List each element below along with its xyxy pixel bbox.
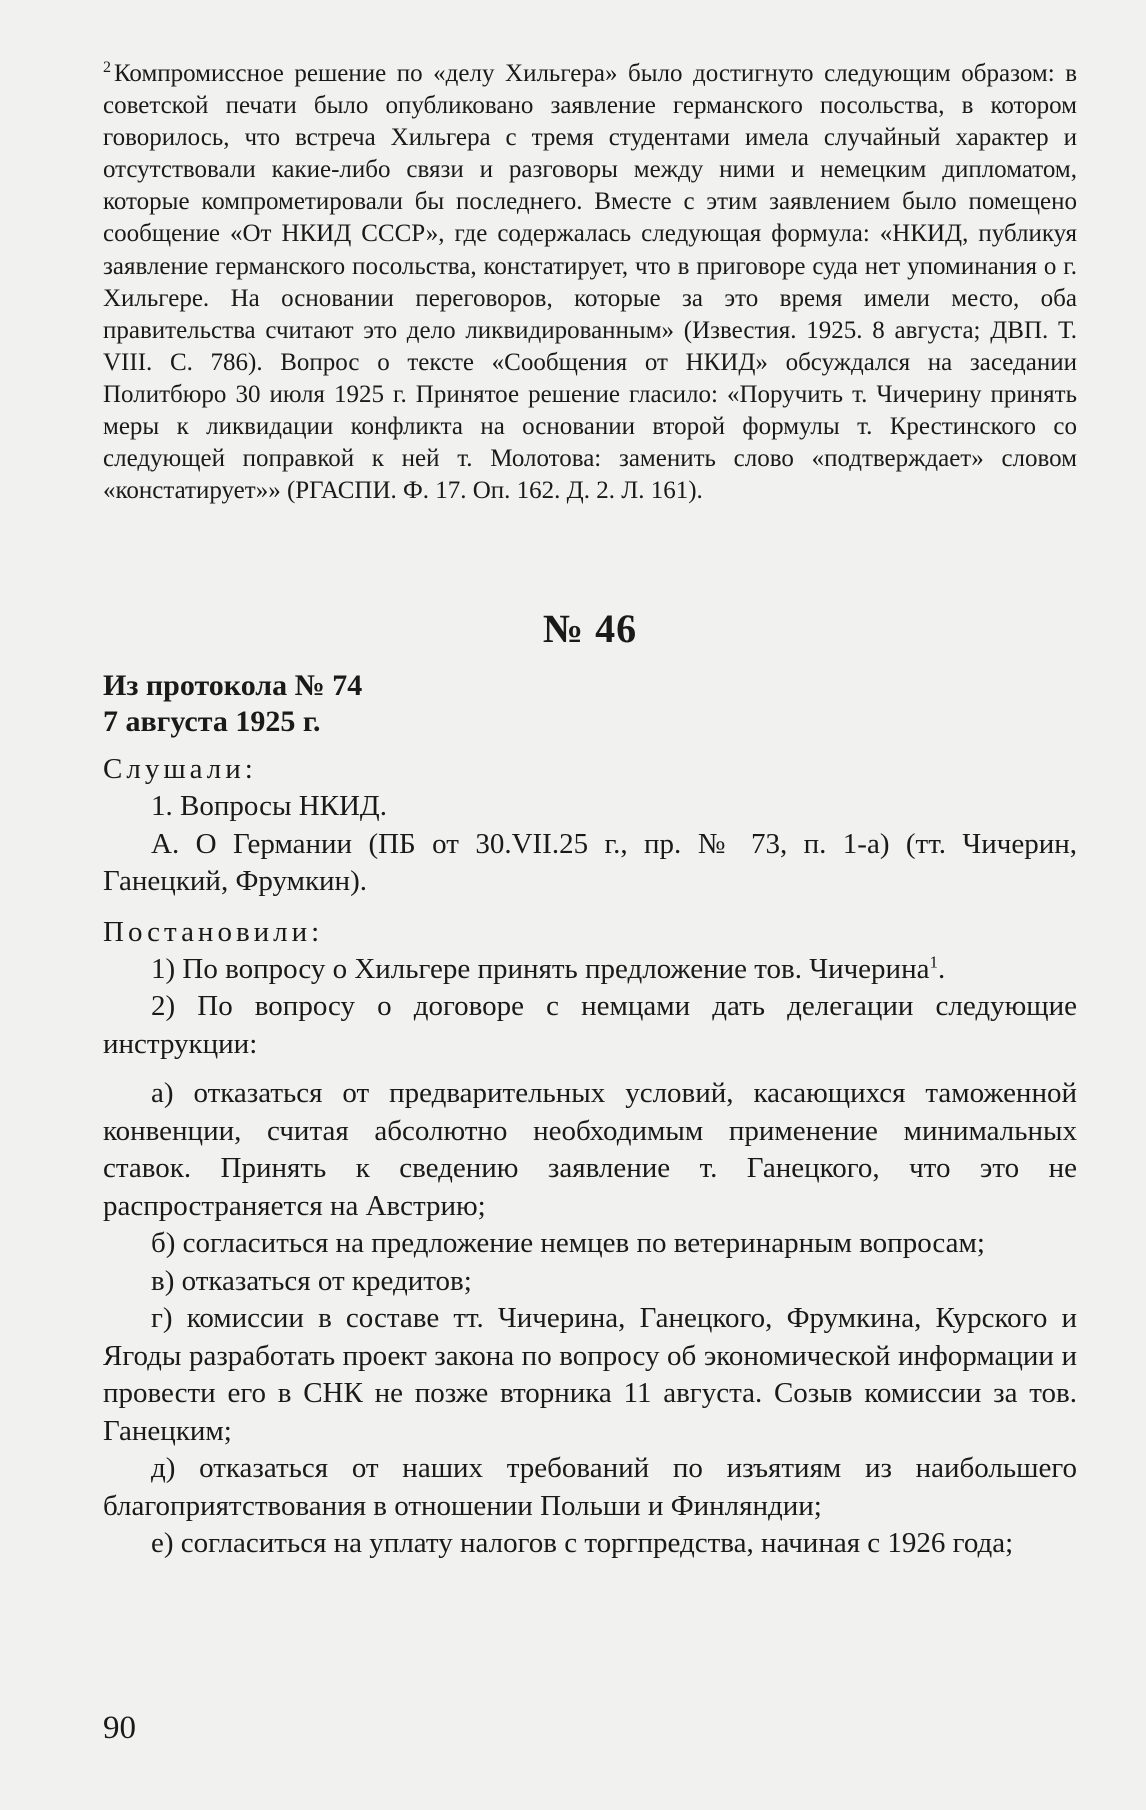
footnote-ref: 1 <box>929 952 938 972</box>
instruction-v: в) отказаться от кредитов; <box>151 1264 472 1297</box>
resolved-label: Постановили: <box>103 915 324 948</box>
instruction-e: е) согласиться на уплату налогов с торгпредства, начиная с 1926 года; <box>151 1527 1014 1560</box>
heard-item: 1. Вопросы НКИД. <box>151 790 387 823</box>
instruction-g: г) комиссии в составе тт. Чичерина, Ганецкого, Фрумкина, Курского и Ягоды разработать проект закона по вопросу об экономической информации и провести его в СНК не позже вторника 11 августа. Созыв комиссии за тов. Ганецким; <box>103 1302 1077 1447</box>
heard-label: Слушали: <box>103 753 257 786</box>
resolution-1-end: . <box>937 952 946 985</box>
document-number: № 46 <box>542 606 638 652</box>
page-content <box>103 58 1077 1563</box>
resolution-1 <box>103 951 1077 989</box>
instruction-b: б) согласиться на предложение немцев по ветеринарным вопросам; <box>151 1227 985 1260</box>
resolution-2: 2) По вопросу о договоре с немцами дать делегации следующие инструкции: <box>103 990 1077 1060</box>
footnote <box>103 58 1077 507</box>
page-number: 90 <box>103 1710 136 1746</box>
protocol-date: 7 августа 1925 г. <box>103 705 321 739</box>
footnote-text: Компромиссное решение по «делу Хильгера» было достигнуто следующим образом: в советской печати было опубликовано заявление германского посольства, в котором говорилось, что встреча Хильгера с тремя студентами имела случайный характер и отсутствовали какие-либо связи и разговоры между ними и немецким дипломатом, которые компрометировали бы последнего. Вместе с этим заявлением было помещено сообщение «От НКИД СССР», где содержалась следующая формула: «НКИД, публикуя заявление германского посольства, констатирует, что в приговоре суда нет упоминания о г. Хильгере. На основании переговоров, которые за это время имели место, оба правительства считают это дело ликвидированным» (Известия. 1925. 8 августа; ДВП. Т. VIII. С. 786). Вопрос о тексте «Сообщения от НКИД» обсуждался на заседании Политбюро 30 июля 1925 г. Принятое решение гласило: «Поручить т. Чичерину принять меры к ликвидации конфликта на основании второй формулы т. Крестинского со следующей поправкой к ней т. Молотова: заменить слово «подтверждает» словом «констатирует»» (РГАСПИ. Ф. 17. Оп. 162. Д. 2. Л. 161). <box>103 60 1077 505</box>
instruction-d: д) отказаться от наших требований по изъятиям из наибольшего благоприятствования в отношении Польши и Финляндии; <box>103 1452 1077 1522</box>
resolution-1-text: 1) По вопросу о Хильгере принять предложение тов. Чичерина <box>151 952 930 985</box>
footnote-marker: 2 <box>103 58 111 76</box>
heard-subitem: А. О Германии (ПБ от 30.VII.25 г., пр. № 73, п. 1-а) (тт. Чичерин, Ганецкий, Фрумкин). <box>103 827 1077 898</box>
protocol-title: Из протокола № 74 <box>103 669 363 703</box>
instruction-a: а) отказаться от предварительных условий, касающихся таможенной конвенции, считая абсолютно необходимым применение минимальных ставок. Принять к сведению заявление т. Ганецкого, что это не распространяется на Австрию; <box>103 1077 1077 1222</box>
